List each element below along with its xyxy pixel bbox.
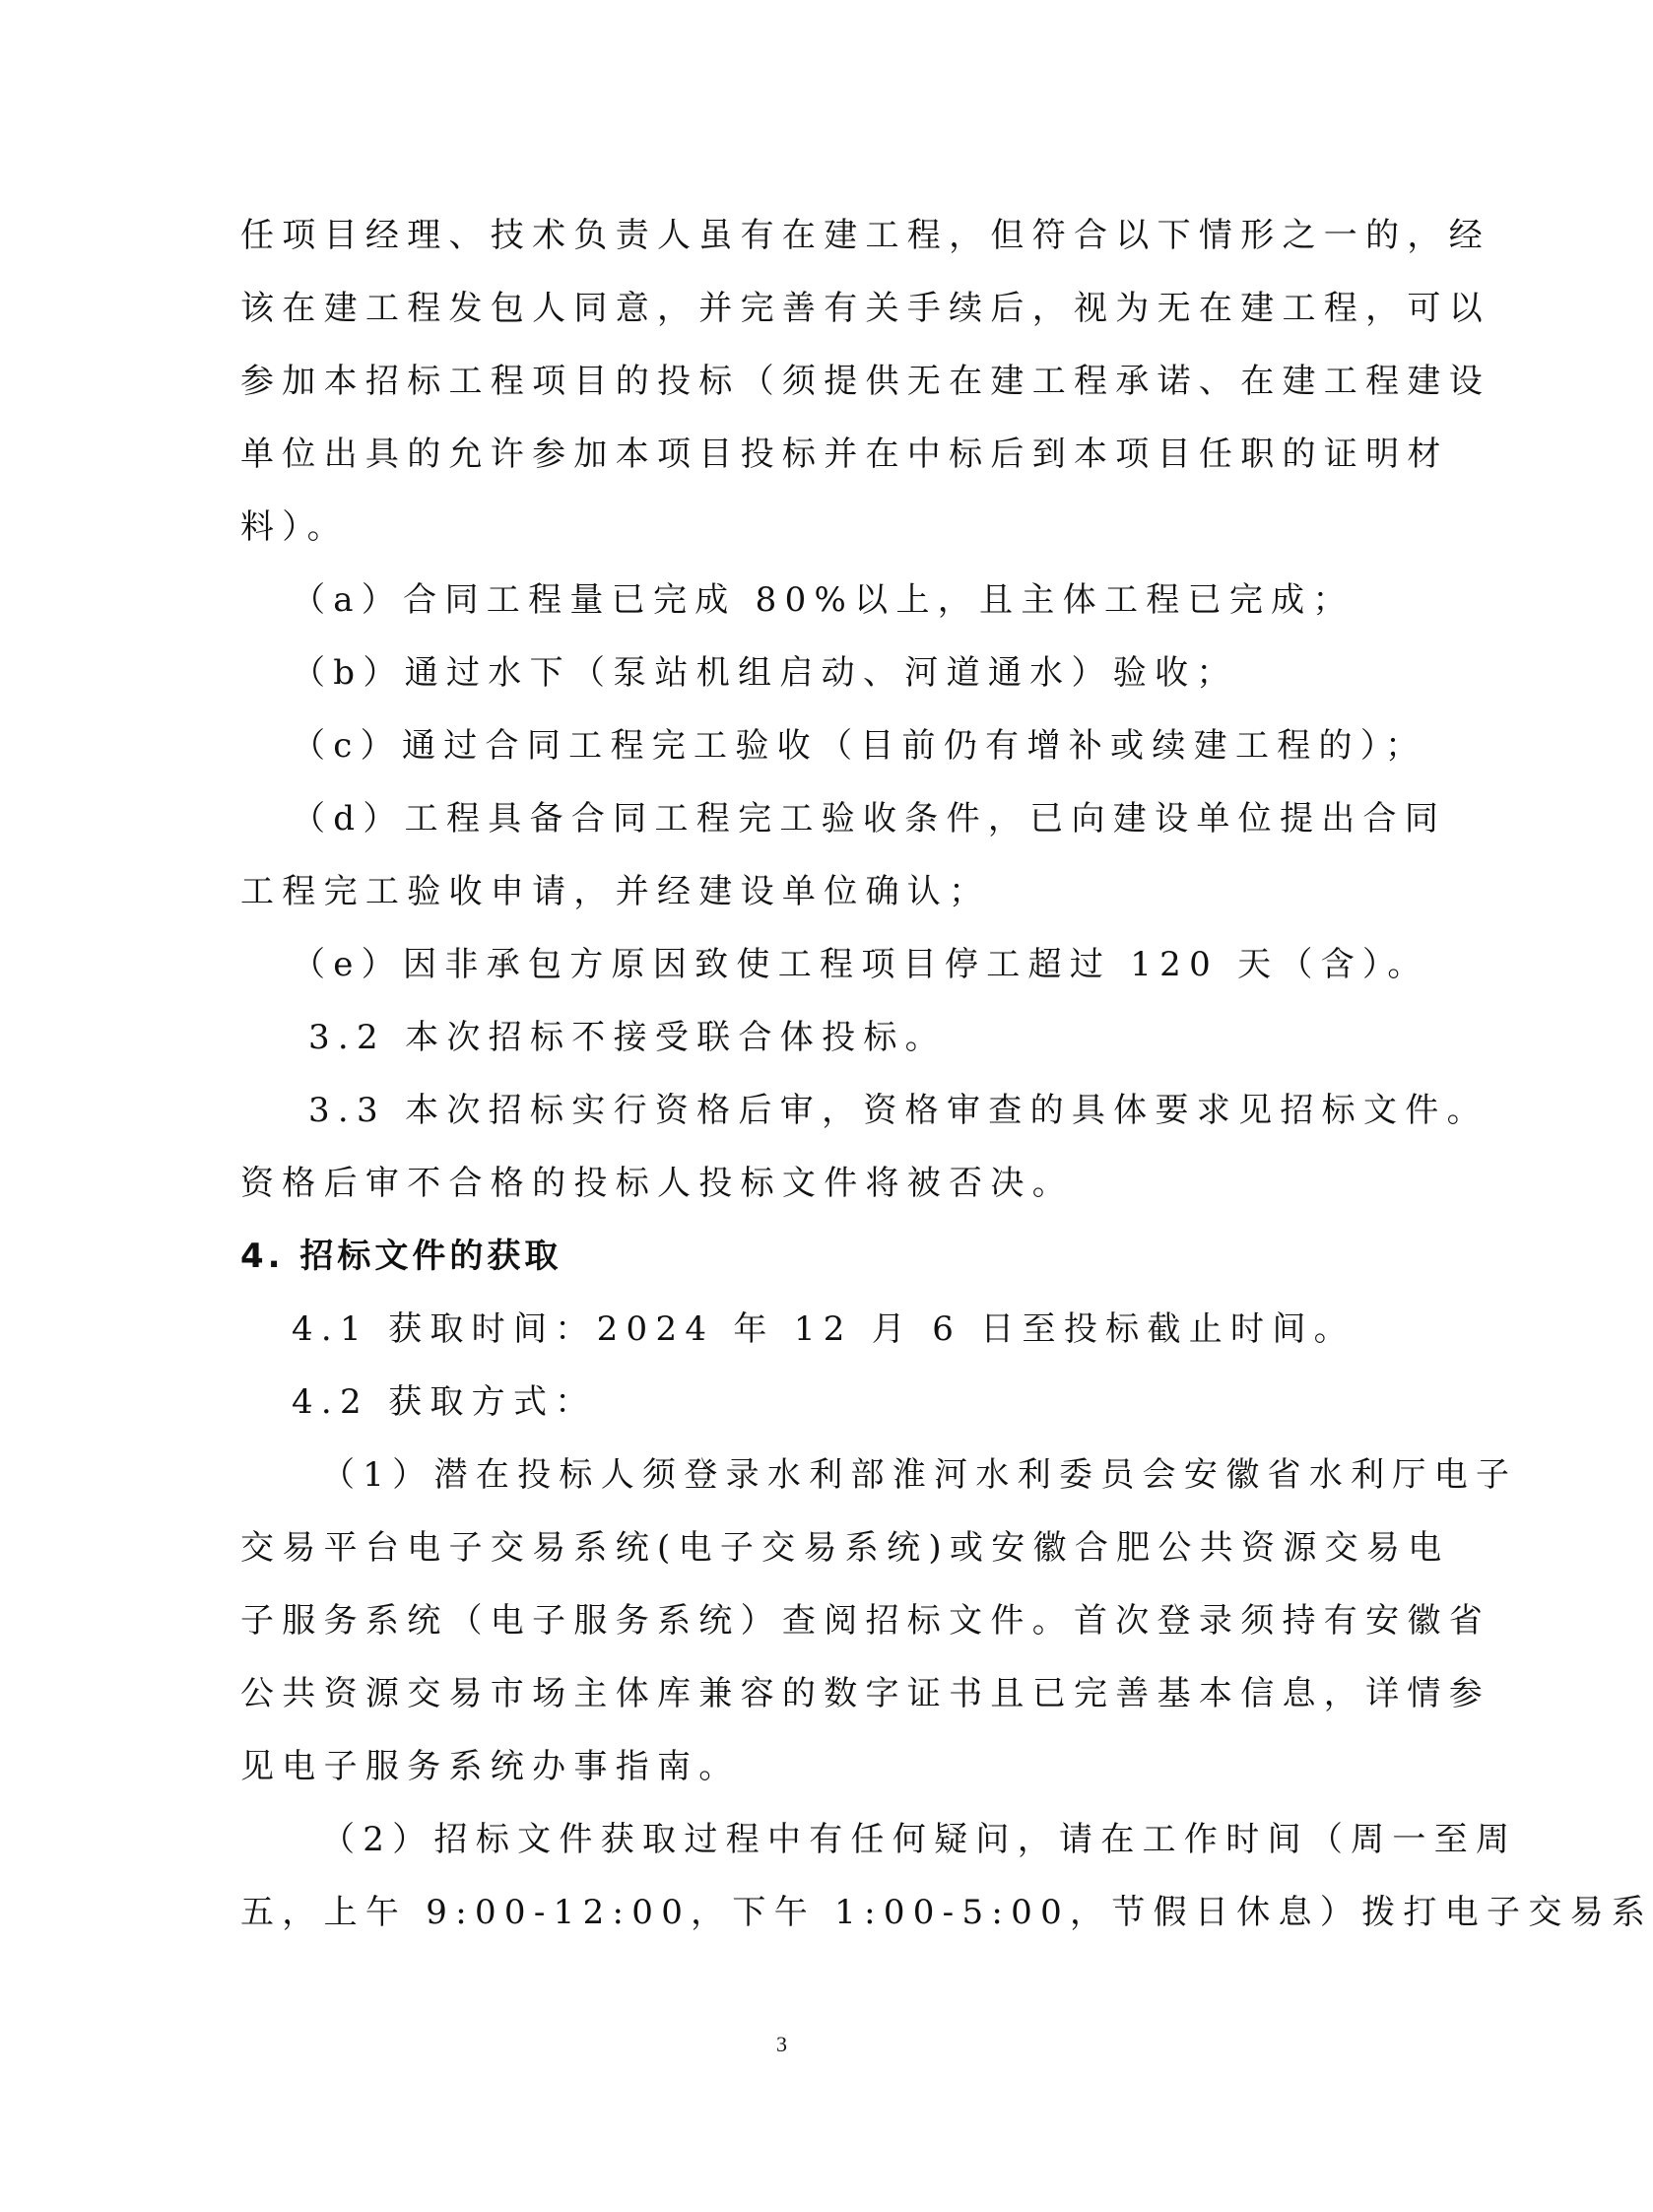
section-heading: 4. 招标文件的获取 <box>240 1237 562 1276</box>
list-item-b: （b）通过水下（泵站机组启动、河道通水）验收； <box>292 653 1238 693</box>
clause-4-1: 4.1 获取时间：2024 年 12 月 6 日至投标截止时间。 <box>292 1309 1355 1349</box>
paragraph-line: 五，上午 9:00-12:00，下午 1:00-5:00，节假日休息）拨打电子交易系 <box>240 1893 1653 1932</box>
item-2-line: （2）招标文件获取过程中有任何疑问，请在工作时间（周一至周 <box>321 1820 1518 1859</box>
page-number: 3 <box>776 2032 787 2056</box>
paragraph-line: 该在建工程发包人同意，并完善有关手续后，视为无在建工程，可以 <box>240 289 1490 328</box>
paragraph-line: 工程完工验收申请，并经建设单位确认； <box>240 872 991 911</box>
paragraph-line: 见电子服务系统办事指南。 <box>240 1747 741 1786</box>
paragraph-line: 参加本招标工程项目的投标（须提供无在建工程承诺、在建工程建设 <box>240 362 1490 401</box>
clause-3-3: 3.3 本次招标实行资格后审，资格审查的具体要求见招标文件。 <box>308 1091 1488 1130</box>
paragraph-line: 任项目经理、技术负责人虽有在建工程，但符合以下情形之一的，经 <box>240 216 1490 255</box>
list-item-c: （c）通过合同工程完工验收（目前仍有增补或续建工程的）； <box>292 726 1427 766</box>
list-item-a: （a）合同工程量已完成 80%以上，且主体工程已完成； <box>292 580 1355 620</box>
list-item-e: （e）因非承包方原因致使工程项目停工超过 120 天（含）。 <box>292 945 1429 984</box>
paragraph-line: 子服务系统（电子服务系统）查阅招标文件。首次登录须持有安徽省 <box>240 1601 1490 1641</box>
paragraph-line: 单位出具的允许参加本项目投标并在中标后到本项目任职的证明材 <box>240 435 1449 474</box>
clause-4-2: 4.2 获取方式： <box>292 1382 597 1422</box>
list-item-d: （d）工程具备合同工程完工验收条件，已向建设单位提出合同 <box>292 799 1447 838</box>
paragraph-line: 资格后审不合格的投标人投标文件将被否决。 <box>240 1164 1074 1203</box>
paragraph-line: 交易平台电子交易系统(电子交易系统)或安徽合肥公共资源交易电 <box>240 1528 1450 1568</box>
clause-3-2: 3.2 本次招标不接受联合体投标。 <box>308 1018 947 1057</box>
paragraph-line: 料）。 <box>240 507 349 547</box>
item-1-line: （1）潜在投标人须登录水利部淮河水利委员会安徽省水利厅电子 <box>321 1455 1518 1495</box>
paragraph-line: 公共资源交易市场主体库兼容的数字证书且已完善基本信息，详情参 <box>240 1674 1490 1713</box>
